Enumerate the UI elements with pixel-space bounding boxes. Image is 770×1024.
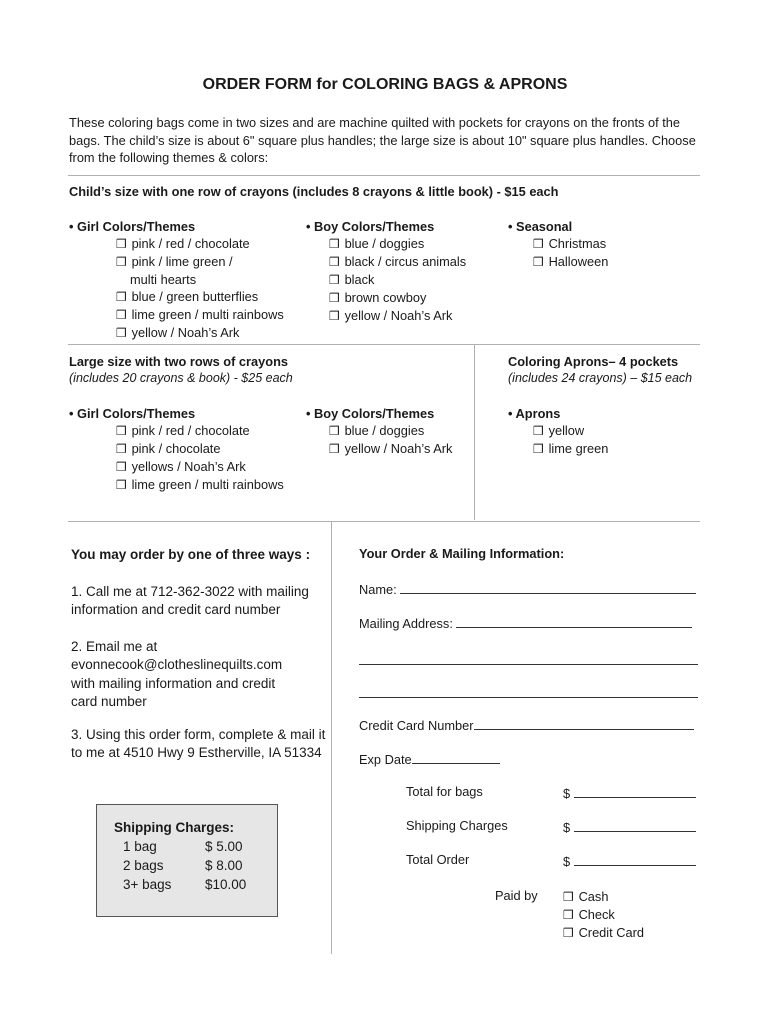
ways-heading: You may order by one of three ways : — [71, 547, 311, 562]
checkbox-icon[interactable]: ❒ — [116, 424, 127, 438]
checkbox-icon[interactable]: ❒ — [116, 255, 127, 269]
checkbox-icon[interactable]: ❒ — [329, 442, 340, 456]
credit-card-row — [359, 716, 699, 733]
exp-date-label: Exp Date — [359, 752, 412, 767]
checkbox-icon[interactable]: ❒ — [563, 890, 574, 904]
payment-option-cash[interactable]: ❒ Cash — [563, 889, 609, 904]
credit-card-field[interactable] — [474, 716, 694, 730]
large-boy-heading: • Boy Colors/Themes — [306, 406, 435, 421]
option-checkbox[interactable]: ❒ pink / red / chocolate — [116, 423, 250, 438]
payment-option-check[interactable]: ❒ Check — [563, 907, 615, 922]
name-label: Name: — [359, 582, 397, 597]
checkbox-icon[interactable]: ❒ — [329, 273, 340, 287]
option-checkbox[interactable]: ❒ blue / green butterflies — [116, 289, 259, 304]
shipping-price: $10.00 — [205, 877, 247, 892]
email-link[interactable]: evonnecook@clotheslinequilts.com — [71, 657, 283, 672]
option-checkbox[interactable]: ❒ pink / lime green / — [116, 254, 233, 269]
option-checkbox[interactable]: ❒ yellow — [533, 423, 585, 438]
checkbox-icon[interactable]: ❒ — [329, 291, 340, 305]
checkbox-icon[interactable]: ❒ — [329, 237, 340, 251]
checkbox-icon[interactable]: ❒ — [563, 926, 574, 940]
aprons-heading: Coloring Aprons– 4 pockets — [508, 354, 679, 369]
name-row — [359, 580, 699, 597]
child-girl-heading: • Girl Colors/Themes — [69, 219, 196, 234]
option-checkbox[interactable]: ❒ Halloween — [533, 254, 609, 269]
address-line-2 — [359, 651, 699, 668]
checkbox-icon[interactable]: ❒ — [533, 424, 544, 438]
currency-symbol: $ — [563, 786, 571, 801]
child-girl-column — [69, 218, 304, 342]
credit-card-label: Credit Card Number — [359, 718, 474, 733]
checkbox-icon[interactable]: ❒ — [533, 255, 544, 269]
divider — [331, 521, 332, 954]
aprons-subheading: (includes 24 crayons) – $15 each — [508, 371, 693, 385]
page-title: ORDER FORM for COLORING BAGS & APRONS — [202, 76, 568, 93]
total-bags-row — [563, 784, 699, 801]
option-checkbox[interactable]: ❒ yellow / Noah’s Ark — [329, 441, 453, 456]
large-girl-heading: • Girl Colors/Themes — [69, 406, 196, 421]
shipping-charges-field[interactable] — [574, 818, 696, 832]
address-field-line-2[interactable] — [359, 651, 698, 665]
option-checkbox[interactable]: ❒ yellow / Noah’s Ark — [329, 308, 453, 323]
option-checkbox[interactable]: ❒ blue / doggies — [329, 236, 425, 251]
way-mail: 3. Using this order form, complete & mail it to me at 4510 Hwy 9 Estherville, IA 51334 — [71, 726, 326, 760]
intro-text: These coloring bags come in two sizes and are machine quilted with pockets for crayons on the fronts of the bags. The child’s size is about 6" square plus handles; the large size is about 10" square plus handles. Choose from the following themes & colors: — [69, 115, 696, 165]
address-field[interactable] — [456, 614, 692, 628]
aprons-column — [508, 405, 698, 458]
name-field[interactable] — [400, 580, 696, 594]
large-size-subheading: (includes 20 crayons & book) - $25 each — [69, 371, 293, 385]
checkbox-icon[interactable]: ❒ — [533, 237, 544, 251]
paid-by-label: Paid by — [495, 888, 538, 903]
option-checkbox[interactable]: ❒ blue / doggies — [329, 423, 425, 438]
exp-date-row — [359, 750, 699, 767]
large-boy-column — [306, 405, 471, 458]
checkbox-icon[interactable]: ❒ — [563, 908, 574, 922]
large-girl-column — [69, 405, 304, 494]
option-checkbox[interactable]: ❒ brown cowboy — [329, 290, 427, 305]
option-checkbox[interactable]: ❒ black / circus animals — [329, 254, 467, 269]
shipping-charges-box — [96, 804, 278, 917]
ways-section — [71, 546, 329, 763]
payment-options — [563, 888, 693, 942]
exp-date-field[interactable] — [412, 750, 500, 764]
option-checkbox[interactable]: ❒ black — [329, 272, 375, 287]
address-row — [359, 614, 699, 631]
option-checkbox[interactable]: ❒ pink / chocolate — [116, 441, 221, 456]
shipping-charges-label: Shipping Charges — [406, 818, 508, 833]
option-checkbox[interactable]: ❒ lime green / multi rainbows — [116, 477, 284, 492]
option-checkbox[interactable]: ❒ yellows / Noah’s Ark — [116, 459, 246, 474]
total-order-row — [563, 852, 699, 869]
address-line-3 — [359, 684, 699, 701]
checkbox-icon[interactable]: ❒ — [329, 309, 340, 323]
option-checkbox[interactable]: ❒ lime green — [533, 441, 609, 456]
currency-symbol: $ — [563, 854, 571, 869]
checkbox-icon[interactable]: ❒ — [116, 308, 127, 322]
large-size-heading: Large size with two rows of crayons — [69, 354, 289, 369]
way-call: 1. Call me at 712-362-3022 with mailing information and credit card number — [71, 583, 309, 617]
child-seasonal-column — [508, 218, 698, 271]
total-order-field[interactable] — [574, 852, 696, 866]
shipping-row: 2 bags — [123, 858, 164, 873]
checkbox-icon[interactable]: ❒ — [533, 442, 544, 456]
way-email: 2. Email me at evonnecook@clotheslinequilts.com with mailing information and credit card number — [71, 638, 329, 712]
seasonal-heading: • Seasonal — [508, 219, 573, 234]
checkbox-icon[interactable]: ❒ — [116, 478, 127, 492]
divider — [68, 344, 700, 345]
divider — [474, 344, 475, 520]
address-label: Mailing Address: — [359, 616, 453, 631]
checkbox-icon[interactable]: ❒ — [116, 326, 127, 340]
order-heading: Your Order & Mailing Information: — [359, 546, 565, 561]
option-continuation: multi hearts — [130, 272, 197, 287]
option-checkbox[interactable]: ❒ pink / red / chocolate — [116, 236, 250, 251]
total-bags-field[interactable] — [574, 784, 696, 798]
option-checkbox[interactable]: ❒ lime green / multi rainbows — [116, 307, 284, 322]
checkbox-icon[interactable]: ❒ — [116, 460, 127, 474]
divider — [68, 175, 700, 176]
checkbox-icon[interactable]: ❒ — [116, 290, 127, 304]
option-checkbox[interactable]: ❒ Christmas — [533, 236, 607, 251]
option-checkbox[interactable]: ❒ yellow / Noah’s Ark — [116, 325, 240, 340]
child-boy-column — [306, 218, 506, 325]
shipping-heading: Shipping Charges: — [114, 820, 235, 835]
checkbox-icon[interactable]: ❒ — [116, 237, 127, 251]
shipping-row: 1 bag — [123, 839, 157, 854]
shipping-price: $ 5.00 — [205, 839, 243, 854]
shipping-charges-row — [563, 818, 699, 835]
address-field-line-3[interactable] — [359, 684, 698, 698]
shipping-price: $ 8.00 — [205, 858, 243, 873]
child-boy-heading: • Boy Colors/Themes — [306, 219, 435, 234]
checkbox-icon[interactable]: ❒ — [329, 424, 340, 438]
currency-symbol: $ — [563, 820, 571, 835]
child-size-heading: Child’s size with one row of crayons (includes 8 crayons & little book) - $15 each — [69, 184, 559, 199]
total-order-label: Total Order — [406, 852, 470, 867]
divider — [68, 521, 700, 522]
shipping-row: 3+ bags — [123, 877, 172, 892]
total-bags-label: Total for bags — [406, 784, 483, 799]
checkbox-icon[interactable]: ❒ — [329, 255, 340, 269]
payment-option-credit-card[interactable]: ❒ Credit Card — [563, 925, 644, 940]
checkbox-icon[interactable]: ❒ — [116, 442, 127, 456]
aprons-list-heading: • Aprons — [508, 406, 561, 421]
